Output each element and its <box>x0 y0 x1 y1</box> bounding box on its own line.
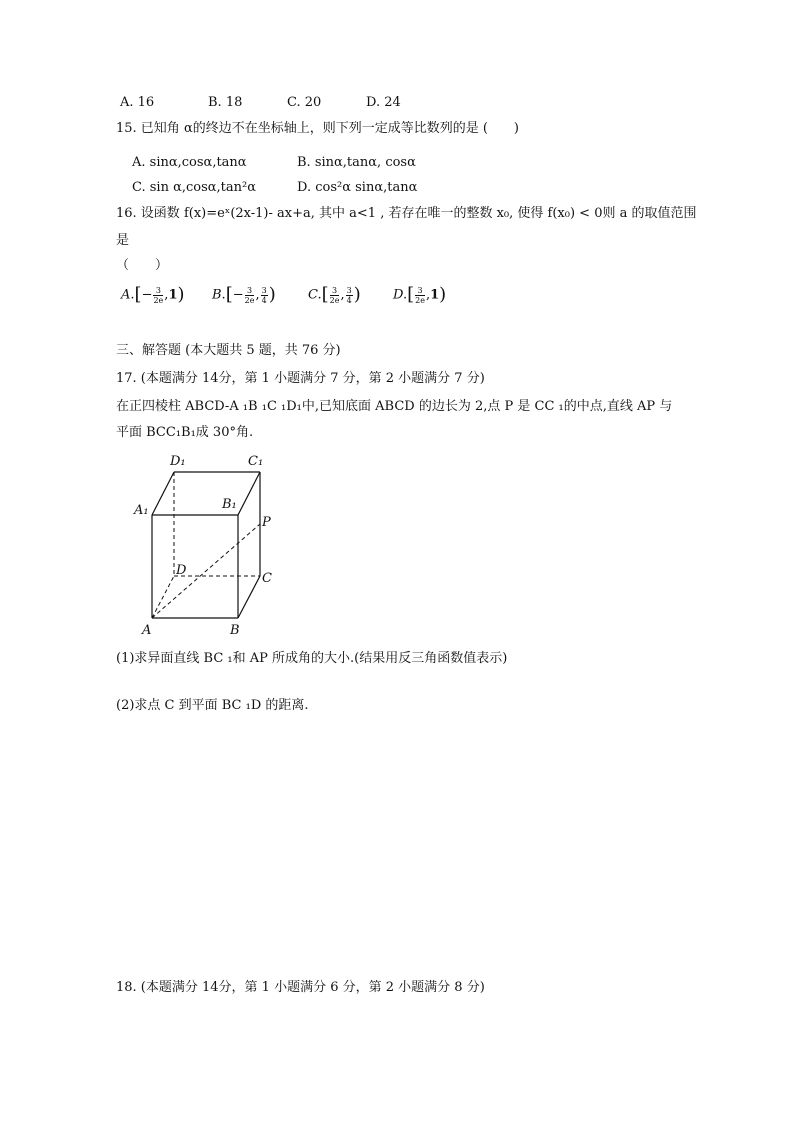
fraction: $\frac{3}{2e}$ <box>244 285 255 305</box>
fraction: $\frac{3}{4}$ <box>261 285 267 305</box>
label-a: A <box>142 623 152 638</box>
q17-text-line2: 平面 BCC₁B₁成 30°角. <box>116 425 254 440</box>
q17-part1: (1)求异面直线 BC ₁和 AP 所成角的大小.(结果用反三角函数值表示) <box>116 651 508 666</box>
fraction: $\frac{3}{2e}$ <box>329 285 340 305</box>
fraction: $\frac{3}{2e}$ <box>153 285 164 305</box>
q18-header: 18. (本题满分 14分，第 1 小题满分 6 分，第 2 小题满分 8 分) <box>116 980 485 995</box>
q16-option-d: D.[ $\frac{3}{2e}$ ,1) <box>393 284 447 305</box>
q16-stem-line3: （ ） <box>116 258 169 273</box>
label-b1: B₁ <box>222 497 237 512</box>
comma: , <box>255 287 260 303</box>
q16-option-c: C.[ $\frac{3}{2e}$ , $\frac{3}{4}$ ) <box>308 284 361 305</box>
option-label: A. <box>121 287 135 303</box>
label-p: P <box>262 515 271 530</box>
minus-sign: − <box>141 287 153 303</box>
fraction: $\frac{3}{2e}$ <box>415 285 425 305</box>
one: 1 <box>168 287 178 303</box>
q15-option-a: A. sinα,cosα,tanα <box>132 155 247 170</box>
label-b: B <box>230 623 240 638</box>
q14-option-c: C. 20 <box>287 95 322 110</box>
q16-option-a: A.[− $\frac{3}{2e}$ ,1) <box>121 284 185 305</box>
comma: , <box>340 287 345 303</box>
label-c1: C₁ <box>248 454 264 469</box>
q17-text-line1: 在正四棱柱 ABCD-A ₁B ₁C ₁D₁中,已知底面 ABCD 的边长为 2,点 P 是 CC ₁的中点,直线 AP 与 <box>116 399 673 414</box>
q14-option-b: B. 18 <box>208 95 243 110</box>
q15-option-b: B. sinα,tanα, cosα <box>297 155 416 170</box>
q15-stem: 15. 已知角 α的终边不在坐标轴上，则下列一定成等比数列的是 ( ) <box>116 121 519 136</box>
option-label: D. <box>393 287 408 303</box>
q15-option-c: C. sin α,cosα,tan²α <box>132 180 257 195</box>
q14-option-a: A. 16 <box>120 95 155 110</box>
minus-sign: − <box>232 287 244 303</box>
one: 1 <box>430 287 440 303</box>
q16-stem-line2: 是 <box>116 233 130 248</box>
q17-header: 17. (本题满分 14分，第 1 小题满分 7 分，第 2 小题满分 7 分) <box>116 371 485 386</box>
comma: , <box>425 287 431 303</box>
option-label: B. <box>212 287 226 303</box>
label-d: D <box>176 563 187 578</box>
q14-option-d: D. 24 <box>366 95 401 110</box>
prism-diagram <box>130 448 290 640</box>
label-c: C <box>262 571 272 586</box>
label-d1: D₁ <box>170 454 186 469</box>
q16-stem-line1: 16. 设函数 f(x)=eˣ(2x-1)- ax+a, 其中 a<1 , 若存在唯一的整数 x₀, 使得 f(x₀) < 0则 a 的取值范围 <box>116 206 697 221</box>
comma: , <box>164 287 169 303</box>
q15-option-d: D. cos²α sinα,tanα <box>297 180 418 195</box>
option-label: C. <box>308 287 322 303</box>
label-a1: A₁ <box>134 503 149 518</box>
q17-part2: (2)求点 C 到平面 BC ₁D 的距离. <box>116 698 309 713</box>
q16-option-b: B.[− $\frac{3}{2e}$ , $\frac{3}{4}$ ) <box>212 284 276 305</box>
prism-figure <box>130 448 290 644</box>
section-heading: 三、解答题 (本大题共 5 题，共 76 分) <box>116 343 341 358</box>
fraction: $\frac{3}{4}$ <box>346 285 352 305</box>
